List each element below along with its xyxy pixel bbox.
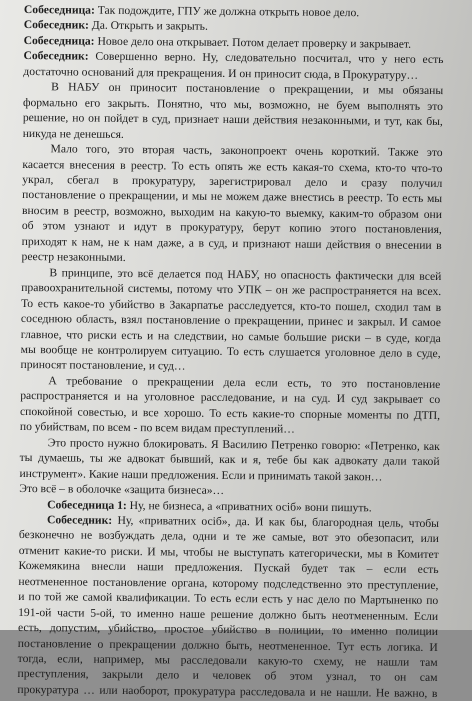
line-text: вносим в реестр, возможно, выходим на какую-то выемку, каким-то образом они bbox=[21, 203, 443, 221]
line-text: ты думаешь, ты же адвокат бывший, как и я, тебе бы как адвокату дали такой bbox=[19, 451, 440, 469]
line-text: Ну, «приватних осіб», да. И как бы, благородная цель, чтобы bbox=[112, 513, 440, 530]
text-line bbox=[17, 682, 437, 701]
line-text: решение, но он пойдет в суд, признает наши действия незаконными, и тут, как бы, bbox=[22, 111, 443, 129]
line-text: постановление о прекращении должно быть, неотмененное. Тут есть логика. И bbox=[17, 636, 438, 654]
line-text: достаточно оснований для прекращения. И он приносит сюда, в Прокуратуру… bbox=[23, 64, 419, 82]
line-text: касается внесения в реестр. То есть опять же есть какая-то схема, кто-то что-то bbox=[22, 157, 443, 175]
line-text: Мало того, это вторая часть, законопроект очень короткий. Также это bbox=[50, 142, 443, 160]
line-text: В НАБУ он приносит постановление о прекращении, и мы обязаны bbox=[51, 80, 444, 98]
line-text: безконечно не возбуждать дела, одни и те же самые, вот это обезопасит, или bbox=[18, 528, 439, 546]
line-text: прокуратура … или наоборот, прокуратура расследовала и не нашли. Не важно, в bbox=[17, 682, 438, 700]
line-text: Это всё – в оболочке «защита бизнеса»… bbox=[19, 482, 225, 497]
line-text: распространяется и на уголовное расследование, и на суд. И суд закрывает со bbox=[20, 389, 441, 407]
line-text: Новое дело она открывает. Потом делает проверку и закрывает. bbox=[94, 34, 412, 51]
line-text: приносят постановление, и суд… bbox=[20, 358, 186, 373]
transcript-text bbox=[17, 2, 444, 701]
line-text: преступления, закрыли дело и человек об этом узнал, то он сам bbox=[17, 667, 438, 685]
line-text: 191-ой части 5-ой, то именно наше решение должно быть неотмененным. Если bbox=[18, 605, 439, 623]
line-text: неотмененное постановление органа, которому подследственно это преступление, bbox=[18, 574, 439, 592]
line-text: Да. Открыть и закрыть. bbox=[88, 19, 208, 34]
line-text: главное, что риски есть и на следствии, но самые большие риски – в суде, когда bbox=[20, 327, 441, 345]
line-text: формально его закрыть. Понятно, что мы, возможно, не буем выполнять это bbox=[22, 95, 444, 113]
speaker-label: Собеседник: bbox=[46, 513, 113, 527]
line-text: соседнюю область, взял постановление о прекращении, принес и закрыл. И самое bbox=[20, 312, 442, 330]
line-text: Так подождите, ГПУ же должна открыть новое дело. bbox=[94, 3, 360, 20]
speaker-label: Собеседница 1: bbox=[47, 497, 127, 512]
line-text: Это просто нужно блокировать. Я Василию Петренко говорю: «Петренко, как bbox=[47, 435, 440, 453]
line-text: постановление о прекращении, и мы не можем даже внестись в реестр. То есть мы bbox=[22, 188, 443, 206]
line-text: по убийствам, по всем - по всем видам преступлений… bbox=[19, 420, 295, 436]
speaker-label: Собеседница: bbox=[23, 2, 95, 17]
line-text: тогда, если, например, мы расследовали какую-то схему, не нашли там bbox=[17, 652, 438, 670]
line-text: мы вообще не контролируем ситуацию. То есть слушается уголовное дело в суде, bbox=[20, 342, 441, 360]
line-text: приходят к нам, не к нам даже, а в суд, и признают наши действия о внесении в bbox=[21, 234, 442, 252]
line-text: об этом узнают и идут в прокуратуру, берут копию этого постановления, bbox=[21, 219, 442, 237]
line-text: Совершенно верно. Ну, следовательно посчитал, что у него есть bbox=[88, 49, 444, 67]
line-text: никуда не денешься. bbox=[22, 126, 124, 141]
line-text: отменит какие-то риски. И мы, чтобы не выступать категорически, мы в Комитет bbox=[18, 543, 439, 561]
line-text: реестр незаконными. bbox=[21, 250, 126, 265]
line-text: А требование о прекращении дела если есть, то это постановление bbox=[48, 374, 441, 391]
line-text: инструмент». Какие наши предложения. Если и принимать такой закон… bbox=[19, 466, 383, 484]
line-text: Ну, не бизнеса, а «приватних осіб» вони пишуть. bbox=[126, 498, 372, 514]
line-text: В принципе, это всё делается под НАБУ, но опасность фактически для всей bbox=[49, 265, 442, 283]
line-text: спокойной совестью, и все хорошо. То есть какие-то спорные моменты по ДТП, bbox=[20, 404, 441, 422]
line-text: Кожемякина внесли наши предложения. Пускай будет так – если есть bbox=[18, 559, 439, 577]
speaker-label: Собеседница: bbox=[23, 33, 95, 48]
speaker-label: Собеседник: bbox=[23, 18, 89, 33]
line-text: украл, сбегал в прокуратуру, зарегистрировал дело и сразу получил bbox=[22, 172, 443, 191]
speaker-label: Собеседник: bbox=[23, 49, 89, 63]
line-text: правоохранительной системы, потому что УПК – он же распространяется на всех. bbox=[21, 281, 442, 299]
line-text: есть, допустим, убийство, простое убийство в полиции, то именно полиции bbox=[17, 621, 439, 639]
line-text: То есть какое-то убийство в Закарпатье расследуется, кто-то пошел, сходил там в bbox=[21, 296, 442, 314]
line-text: и по той же самой квалификации. То есть если есть у нас дело по Мартыненко по bbox=[18, 590, 439, 608]
